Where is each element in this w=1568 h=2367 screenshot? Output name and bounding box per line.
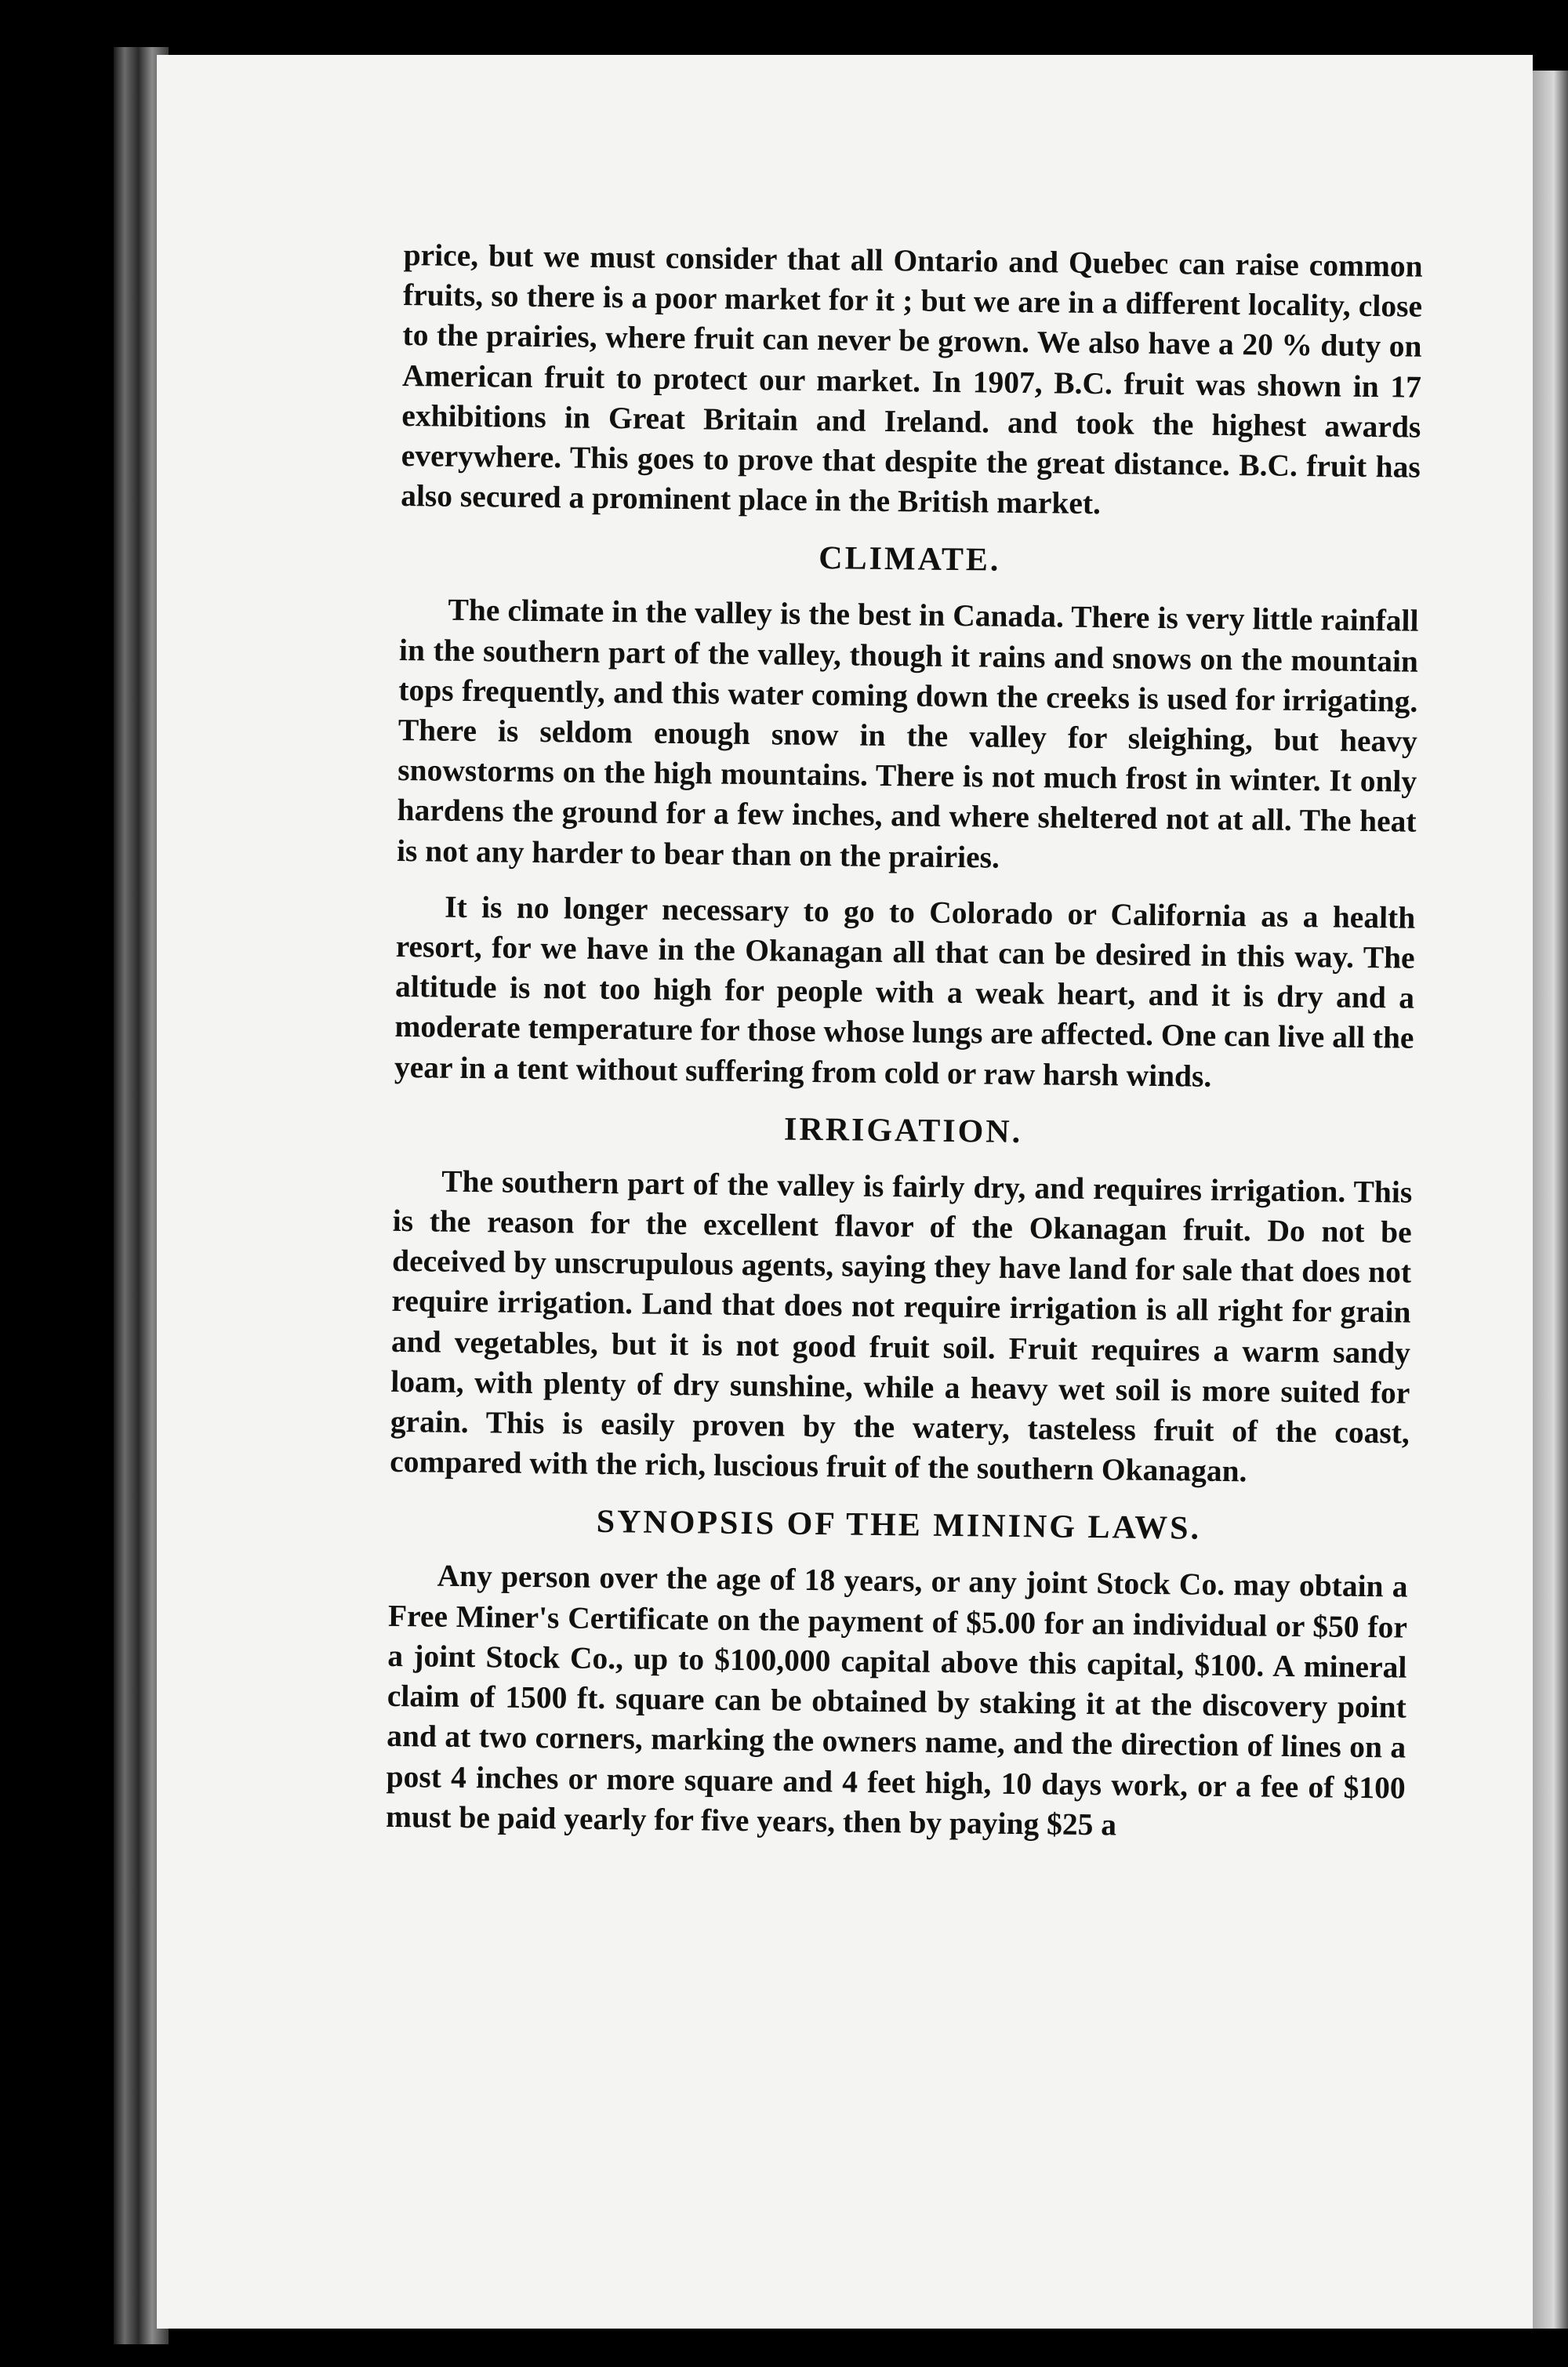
page-right-edge [1533,71,1568,2329]
climate-paragraph-2: It is no longer necessary to go to Colorado or California as a health resort, for we have in the Okanagan all that can be desired in this way. The altitude is not too high for people with a weak heart, and it is dry and a moderate temperature for those whose lungs are affected. One can live all the year in a tent without suffering from cold or raw harsh winds. [394,889,1416,1094]
mining-laws-heading: SYNOPSIS OF THE MINING LAWS. [596,1504,1202,1548]
irrigation-paragraph: The southern part of the valley is fairly dry, and requires irrigation. This is the reason for the excellent flavor of the Okanagan fruit. Do not be deceived by unscrupulous agents, saying they have land for sale that does not require irrigation. Land that does not require irrigation is all right for grain and vegetables, but it is not good fruit soil. Fruit requires a warm sandy loam, with plenty of dry sunshine, while a heavy wet soil is more suited for grain. This is easily proven by the watery, tasteless fruit of the coast, compared with the rich, luscious fruit of the southern Okanagan. [390,1164,1413,1489]
page-text-body [386,235,1423,1849]
irrigation-heading: IRRIGATION. [783,1111,1023,1150]
intro-paragraph: price, but we must consider that all Ontario and Quebec can raise common fruits, so there is a poor market for it ; but we are in a different locality, close to the prairies, where fruit can never be grown. We also have a 20 % duty on American fruit to protect our market. In 1907, B.C. fruit was shown in 17 exhibitions in Great Britain and Ireland. and took the highest awards everywhere. This goes to prove that despite the great distance. B.C. fruit has also secured a prominent place in the British market. [400,237,1423,521]
mining-laws-paragraph: Any person over the age of 18 years, or any joint Stock Co. may obtain a Free Miner's Certificate on the payment of $5.00 for an individual or $50 for a joint Stock Co., up to $100,000 capital above this capital, $100. A mineral claim of 1500 ft. square can be obtained by staking it at the discovery point and at two corners, marking the owners name, and the direction of lines on a post 4 inches or more square and 4 feet high, 10 days work, or a fee of $100 must be paid yearly for five years, then by paying $25 a [385,1559,1408,1842]
climate-paragraph-1: The climate in the valley is the best in Canada. There is very little rainfall in the southern part of the valley, though it rains and snows on the mountain tops frequently, and this water coming down the creeks is used for irrigating. There is seldom enough snow in the valley for sleighing, but heavy snowstorms on the high mountains. There is not much frost in winter. It only hardens the ground for a few inches, and where sheltered not at all. The heat is not any harder to bear than on the prairies. [396,593,1419,875]
climate-heading: CLIMATE. [818,540,1001,579]
